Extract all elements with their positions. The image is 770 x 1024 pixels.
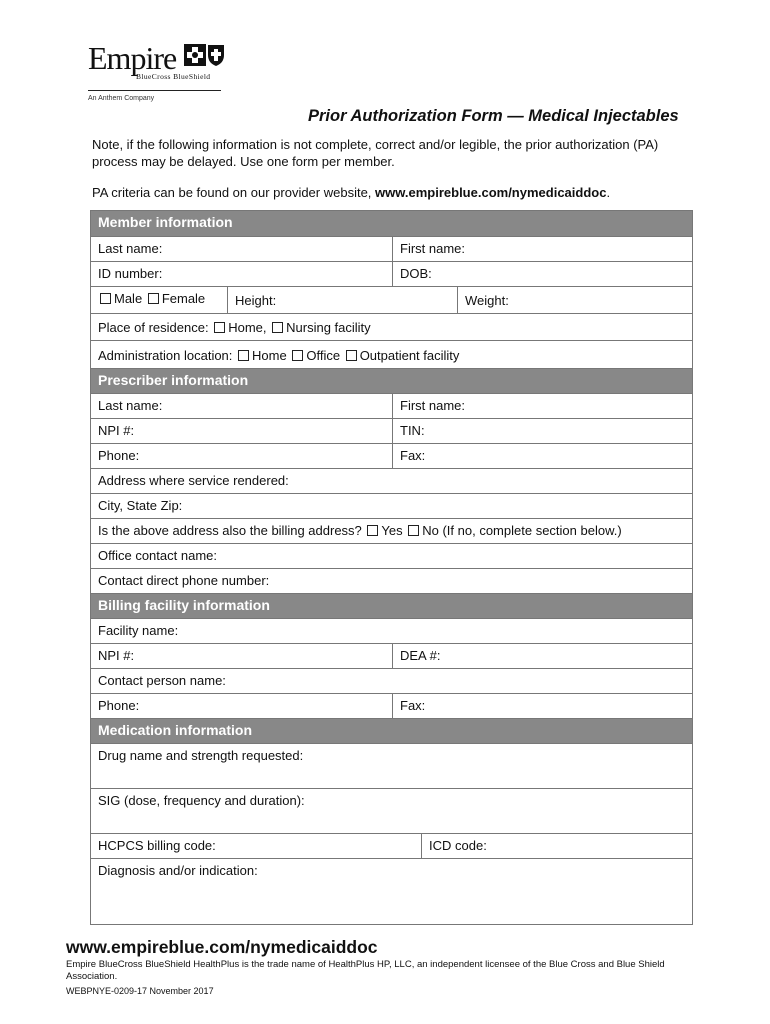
billing-yes-label: Yes: [381, 523, 403, 538]
residence-home-label: Home,: [228, 320, 267, 335]
prescriber-name-row: [91, 393, 692, 418]
prescriber-phone-field[interactable]: Phone:: [98, 448, 140, 463]
billing-contact-row: [91, 668, 692, 693]
prescriber-npi-field[interactable]: NPI #:: [98, 423, 135, 438]
blue-shield-icon: [207, 43, 225, 67]
sex-options: [91, 287, 227, 313]
member-dob-field[interactable]: DOB:: [392, 262, 692, 286]
sig-row: [91, 788, 692, 833]
drug-row: [91, 743, 692, 788]
prescriber-city-row: [91, 493, 692, 518]
blue-cross-icon: [184, 44, 206, 66]
member-first-name-field[interactable]: First name:: [392, 237, 692, 261]
logo-tagline: An Anthem Company: [88, 95, 155, 102]
prescriber-tin-field[interactable]: TIN:: [392, 419, 692, 443]
footer-url[interactable]: www.empireblue.com/nymedicaiddoc: [66, 937, 378, 957]
billing-no-checkbox[interactable]: [408, 525, 419, 536]
prescriber-phone-row: [91, 443, 692, 468]
instructions-note: Note, if the following information is not complete, correct and/or legible, the prior authorization (PA) process may be delayed. Use one form per member.: [92, 137, 659, 169]
residence-nursing-label: Nursing facility: [286, 320, 371, 335]
billing-npi-row: [91, 643, 692, 668]
office-contact-field[interactable]: Office contact name:: [98, 548, 217, 563]
footer-code: WEBPNYE-0209-17 November 2017: [66, 986, 214, 996]
admin-home-checkbox[interactable]: [238, 350, 249, 361]
logo-wordmark: Empire: [88, 40, 177, 76]
billing-dea-field[interactable]: DEA #:: [392, 644, 692, 668]
form-title: Prior Authorization Form — Medical Injectables: [308, 107, 679, 125]
male-label: Male: [114, 291, 143, 306]
prescriber-npi-row: [91, 418, 692, 443]
section-header-prescriber: Prescriber information: [91, 368, 692, 393]
member-name-row: [91, 236, 692, 261]
prescriber-last-name-field[interactable]: Last name:: [98, 398, 163, 413]
billing-no-label: No (If no, complete section below.): [422, 523, 622, 538]
criteria-link[interactable]: www.empireblue.com/nymedicaiddoc: [375, 185, 607, 200]
facility-name-row: [91, 618, 692, 643]
female-checkbox[interactable]: [148, 293, 159, 304]
height-field[interactable]: Height:: [227, 287, 457, 313]
icd-field[interactable]: ICD code:: [421, 834, 692, 858]
authorization-form: [90, 210, 693, 925]
prescriber-fax-field[interactable]: Fax:: [392, 444, 692, 468]
residence-nursing-checkbox[interactable]: [272, 322, 283, 333]
prescriber-city-field[interactable]: City, State Zip:: [98, 498, 183, 513]
member-id-field[interactable]: ID number:: [98, 266, 163, 281]
member-last-name-field[interactable]: Last name:: [98, 241, 163, 256]
residence-options: [91, 314, 692, 340]
admin-location-label: Administration location:: [98, 348, 233, 363]
admin-office-label: Office: [306, 348, 341, 363]
billing-question-label: Is the above address also the billing address?: [98, 523, 362, 538]
member-sex-row: [91, 286, 692, 313]
weight-field[interactable]: Weight:: [457, 287, 692, 313]
criteria-line: [92, 185, 610, 200]
office-contact-row: [91, 543, 692, 568]
criteria-suffix: .: [606, 185, 611, 200]
diagnosis-field[interactable]: Diagnosis and/or indication:: [98, 863, 258, 878]
billing-question-row: [91, 518, 692, 543]
logo-divider: [88, 90, 221, 91]
admin-location-options: [91, 341, 692, 368]
billing-phone-field[interactable]: Phone:: [98, 698, 140, 713]
admin-outpatient-checkbox[interactable]: [346, 350, 357, 361]
section-header-billing: Billing facility information: [91, 593, 692, 618]
residence-row: [91, 313, 692, 340]
admin-location-row: [91, 340, 692, 368]
prescriber-address-row: [91, 468, 692, 493]
billing-fax-field[interactable]: Fax:: [392, 694, 692, 718]
empire-logo: [88, 40, 223, 92]
section-header-medication: Medication information: [91, 718, 692, 743]
diagnosis-row: [91, 858, 692, 924]
prescriber-address-field[interactable]: Address where service rendered:: [98, 473, 289, 488]
contact-phone-row: [91, 568, 692, 593]
residence-label: Place of residence:: [98, 320, 209, 335]
admin-home-label: Home: [252, 348, 287, 363]
drug-name-field[interactable]: Drug name and strength requested:: [98, 748, 304, 763]
prescriber-first-name-field[interactable]: First name:: [392, 394, 692, 418]
sig-field[interactable]: SIG (dose, frequency and duration):: [98, 793, 305, 808]
admin-outpatient-label: Outpatient facility: [359, 348, 460, 363]
section-header-member: Member information: [91, 211, 692, 236]
codes-row: [91, 833, 692, 858]
billing-question: [91, 519, 692, 543]
member-id-row: [91, 261, 692, 286]
hcpcs-field[interactable]: HCPCS billing code:: [98, 838, 216, 853]
facility-name-field[interactable]: Facility name:: [98, 623, 179, 638]
criteria-prefix: PA criteria can be found on our provider website,: [92, 185, 376, 200]
billing-contact-field[interactable]: Contact person name:: [98, 673, 226, 688]
billing-yes-checkbox[interactable]: [367, 525, 378, 536]
logo-subtitle: BlueCross BlueShield: [136, 72, 211, 81]
billing-npi-field[interactable]: NPI #:: [98, 648, 135, 663]
female-label: Female: [161, 291, 206, 306]
footer-legal: Empire BlueCross BlueShield HealthPlus is the trade name of HealthPlus HP, LLC, an independent licensee of the Blue Cross and Blue Shield Association.: [66, 959, 665, 982]
residence-home-checkbox[interactable]: [214, 322, 225, 333]
male-checkbox[interactable]: [100, 293, 111, 304]
billing-phone-row: [91, 693, 692, 718]
admin-office-checkbox[interactable]: [292, 350, 303, 361]
contact-phone-field[interactable]: Contact direct phone number:: [98, 573, 270, 588]
